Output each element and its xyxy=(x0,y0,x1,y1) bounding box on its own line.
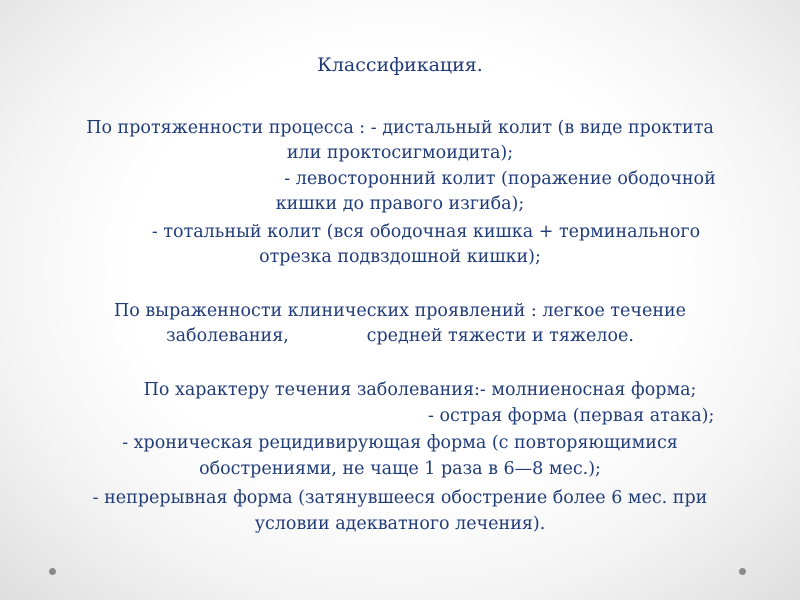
text-line: кишки до правого изгиба); xyxy=(275,194,525,214)
text-line: - левосторонний колит (поражение ободочной xyxy=(284,169,716,189)
text-line: обострениями, не чаще 1 раза в 6—8 мес.); xyxy=(199,459,601,479)
text-line: - хроническая рецидивирующая форма (с повторяющимися xyxy=(122,433,678,453)
bullet-dot-left xyxy=(49,568,56,575)
text-line: - непрерывная форма (затянувшееся обострение более 6 мес. при xyxy=(92,488,708,508)
text-line: По протяженности процесса : - дистальный колит (в виде проктита xyxy=(86,118,714,138)
text-line: По характеру течения заболевания:- молниеносная форма; xyxy=(143,380,697,400)
text-line: По выраженности клинических проявлений : легкое течение xyxy=(113,301,687,321)
text-line: заболевания, средней тяжести и тяжелое. xyxy=(166,326,634,346)
text-line: отрезка подвздошной кишки); xyxy=(259,247,541,267)
text-line: - тотальный колит (вся ободочная кишка + терминального xyxy=(151,222,701,242)
text-line: или проктосигмоидита); xyxy=(286,143,514,163)
text-line: - острая форма (первая атака); xyxy=(428,406,715,426)
bullet-dot-right xyxy=(739,568,746,575)
slide-title: Классификация. xyxy=(317,54,483,76)
text-line: условии адекватного лечения). xyxy=(254,514,546,534)
